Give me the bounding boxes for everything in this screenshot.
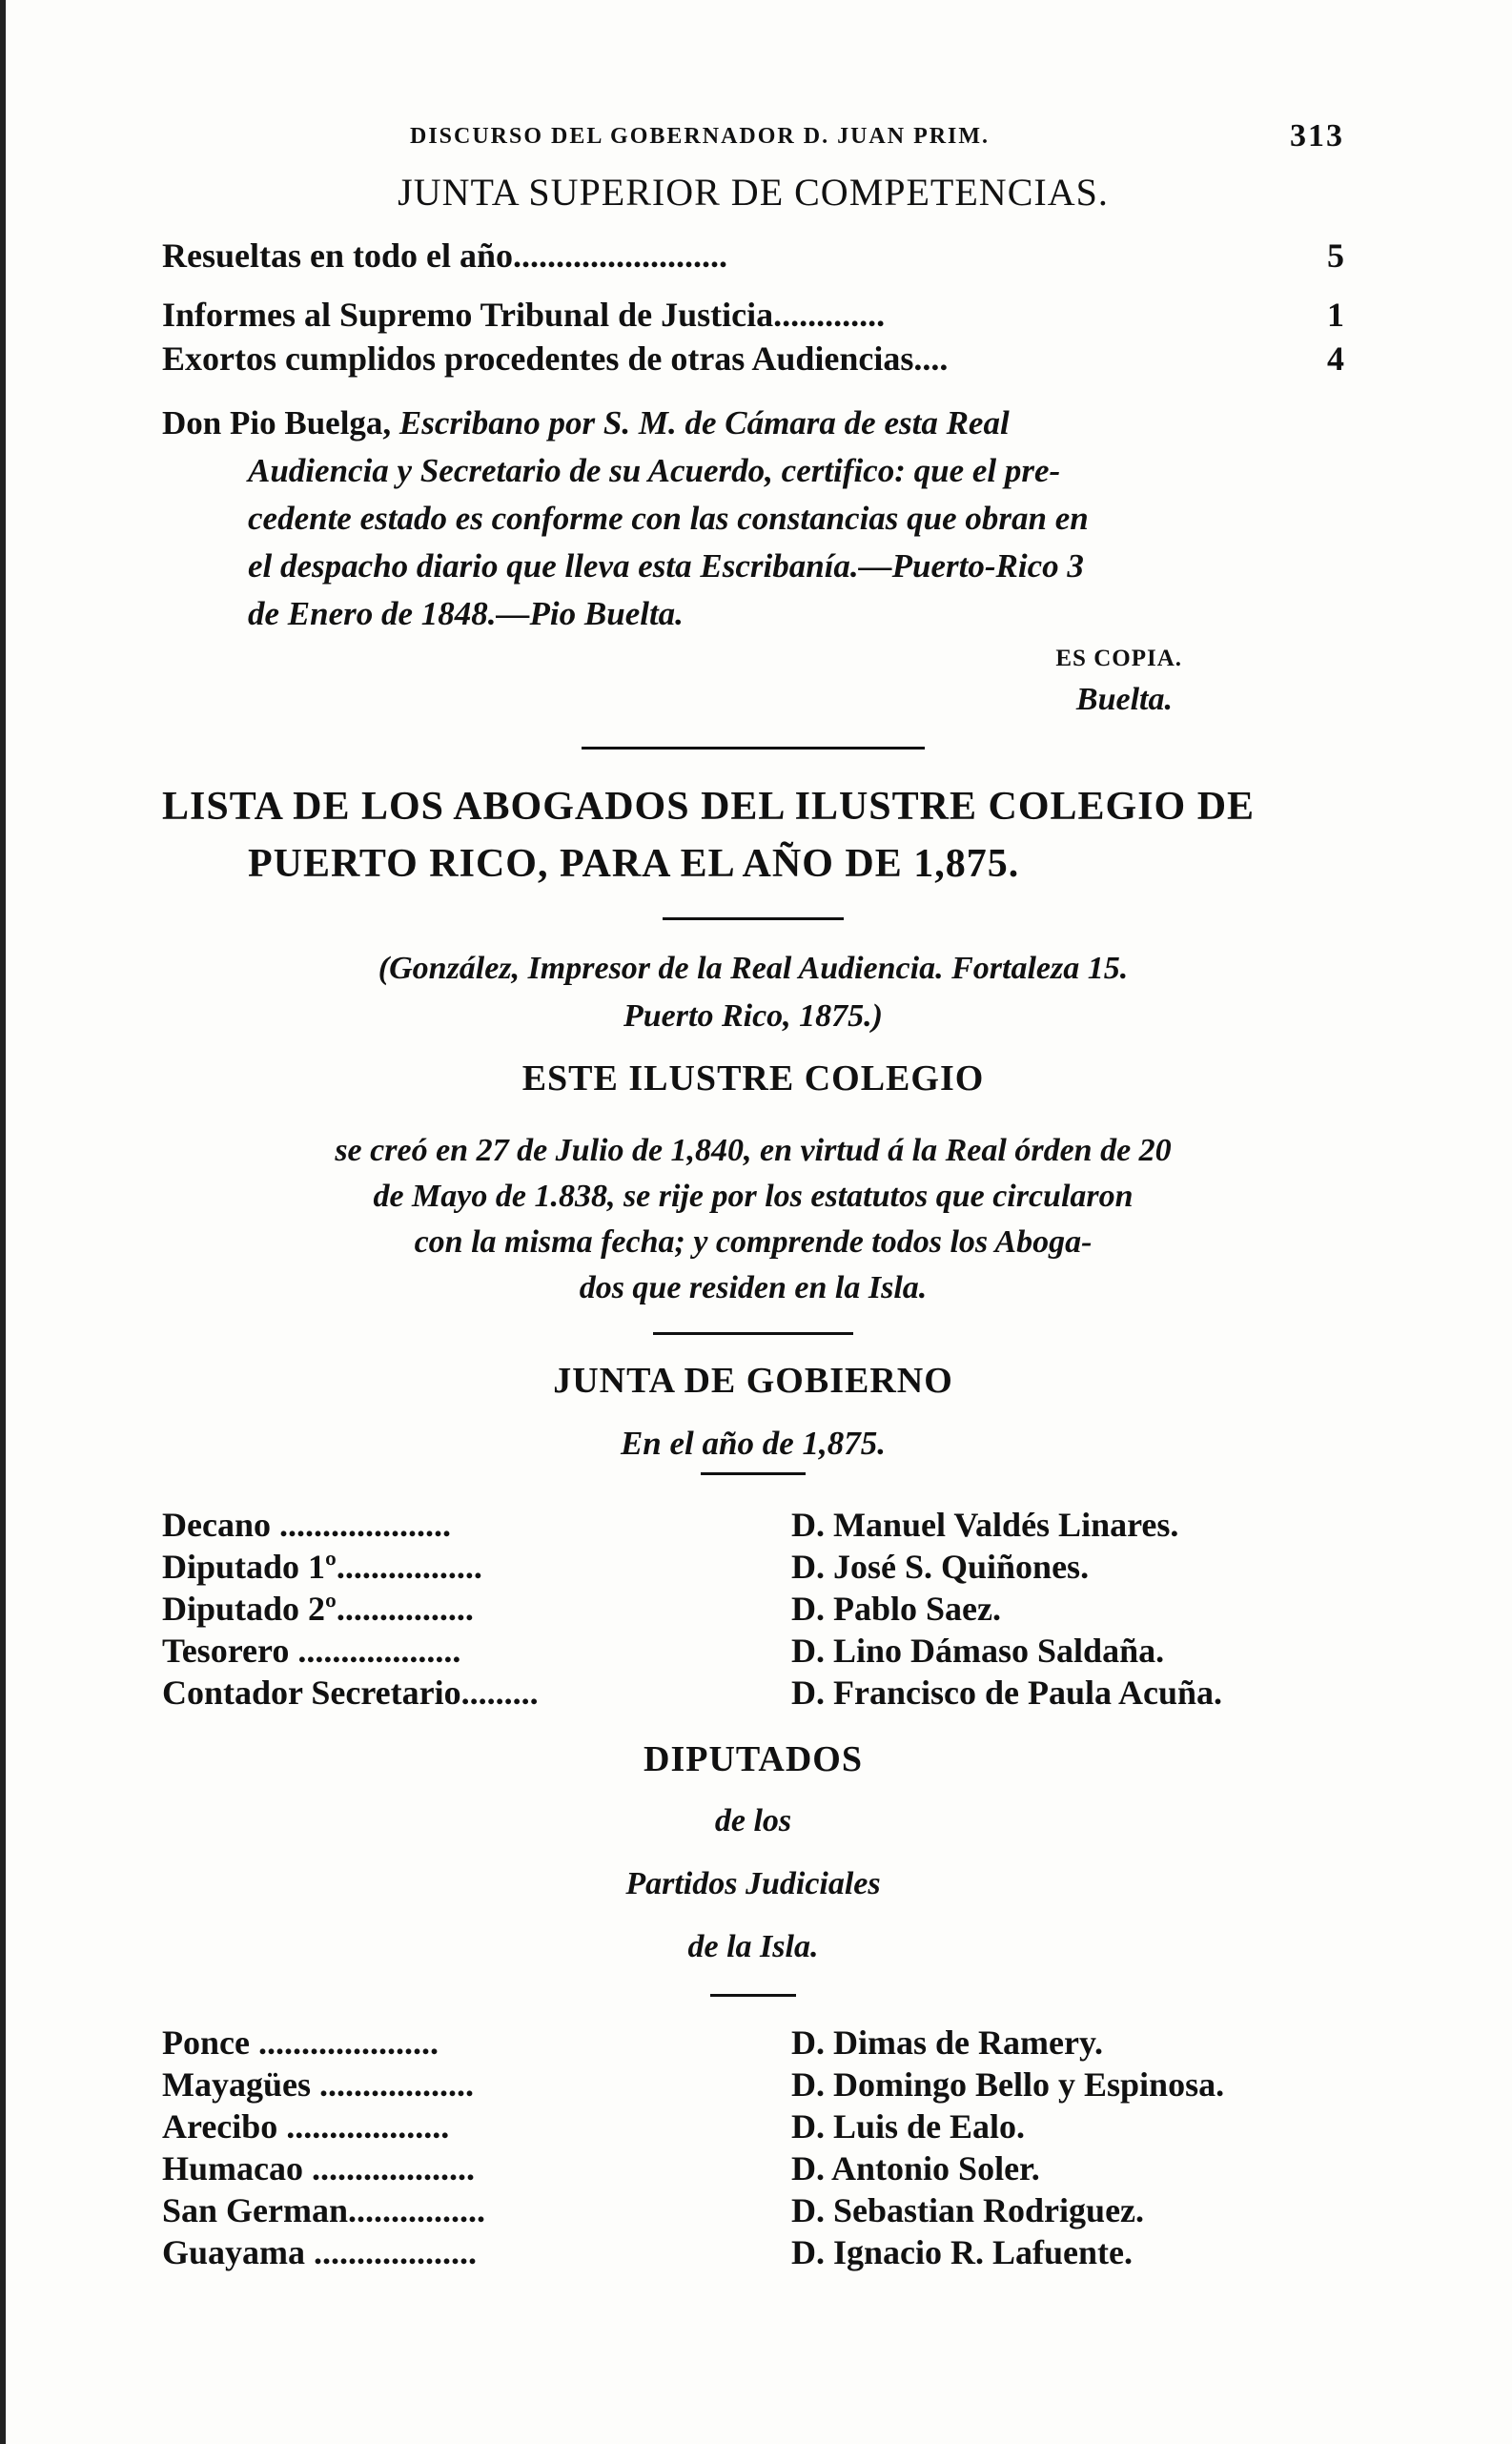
running-title: DISCURSO DEL GOBERNADOR D. JUAN PRIM.	[410, 124, 991, 149]
diputados-table	[162, 2022, 1344, 2273]
divider	[582, 747, 925, 750]
colegio-description: se creó en 27 de Julio de 1,840, en virtud á la Real órden de 20 de Mayo de 1.838, se rije por los estatutos que circularon con la misma fecha; y comprende todos los Aboga- dos que residen en la Isla.	[335, 1133, 1172, 1305]
table-row: Mayagües .................. D. Domingo Bello y Espinosa.	[162, 2065, 1225, 2104]
table-row: Tesorero ................... D. Lino Dámaso Saldaña.	[162, 1632, 1165, 1670]
stat-value: 1	[1327, 296, 1344, 334]
lista-title: LISTA DE LOS ABOGADOS DEL ILUSTRE COLEGIO DE PUERTO RICO, PARA EL AÑO DE 1,875.	[162, 785, 1256, 886]
stat-label: Informes al Supremo Tribunal de Justicia.............	[162, 296, 886, 334]
table-row: Decano .................... D. Manuel Valdés Linares.	[162, 1506, 1179, 1544]
stat-row	[162, 234, 1344, 277]
es-copia-mark: ES COPIA.	[1055, 646, 1182, 671]
divider	[710, 1994, 796, 1997]
diputados-title: DIPUTADOS	[644, 1739, 863, 1779]
table-row: Ponce ..................... D. Dimas de Ramery.	[162, 2023, 1103, 2062]
table-row: Diputado 2º................ D. Pablo Saez.	[162, 1590, 1001, 1628]
junta-gobierno-title: JUNTA DE GOBIERNO	[553, 1361, 953, 1401]
diputados-sub: de la Isla.	[687, 1929, 819, 1964]
junta-table	[162, 1504, 1344, 1714]
table-row: San German................ D. Sebastian Rodriguez.	[162, 2191, 1145, 2229]
certificate-line: Audiencia y Secretario de su Acuerdo, certifico: que el pre-	[248, 452, 1061, 489]
certificate	[162, 400, 1344, 638]
signature: Buelta.	[1075, 682, 1173, 717]
certificate-line: de Enero de 1848.—Pio Buelta.	[248, 595, 684, 632]
table-row: Humacao ................... D. Antonio Soler.	[162, 2149, 1040, 2187]
certificate-name: Don Pio Buelga,	[162, 404, 392, 442]
table-row: Contador Secretario......... D. Francisco de Paula Acuña.	[162, 1674, 1223, 1712]
stat-label: Resueltas en todo el año.........................	[162, 236, 727, 275]
diputados-sub: de los	[714, 1803, 792, 1838]
page-number: 313	[1290, 118, 1344, 154]
junta-gobierno-subtitle: En el año de 1,875.	[620, 1425, 887, 1462]
certificate-line: cedente estado es conforme con las constancias que obran en	[248, 500, 1089, 537]
divider	[701, 1472, 806, 1475]
imprenta-note: (González, Impresor de la Real Audiencia. Fortaleza 15. Puerto Rico, 1875.)	[378, 951, 1129, 1034]
certificate-line: Don Pio Buelga, Escribano por S. M. de Cámara de esta Real	[162, 404, 1010, 442]
stat-value: 4	[1327, 339, 1344, 378]
stat-row	[162, 293, 1344, 337]
stat-row	[162, 337, 1344, 380]
table-row: Diputado 1º................. D. José S. Quiñones.	[162, 1548, 1090, 1586]
diputados-sub: Partidos Judiciales	[625, 1866, 881, 1901]
junta-superior-title: JUNTA SUPERIOR DE COMPETENCIAS.	[398, 171, 1109, 214]
stat-label: Exortos cumplidos procedentes de otras Audiencias....	[162, 339, 949, 378]
table-row: Guayama ................... D. Ignacio R. Lafuente.	[162, 2233, 1133, 2271]
page	[162, 114, 1344, 2273]
scan-edge	[0, 0, 6, 2444]
certificate-line: el despacho diario que lleva esta Escribanía.—Puerto-Rico 3	[248, 547, 1084, 585]
divider	[663, 917, 844, 920]
table-row: Arecibo ................... D. Luis de Ealo.	[162, 2107, 1026, 2146]
colegio-title: ESTE ILUSTRE COLEGIO	[521, 1058, 985, 1099]
stat-value: 5	[1327, 236, 1344, 275]
divider	[653, 1332, 853, 1335]
page-header	[162, 114, 1344, 162]
